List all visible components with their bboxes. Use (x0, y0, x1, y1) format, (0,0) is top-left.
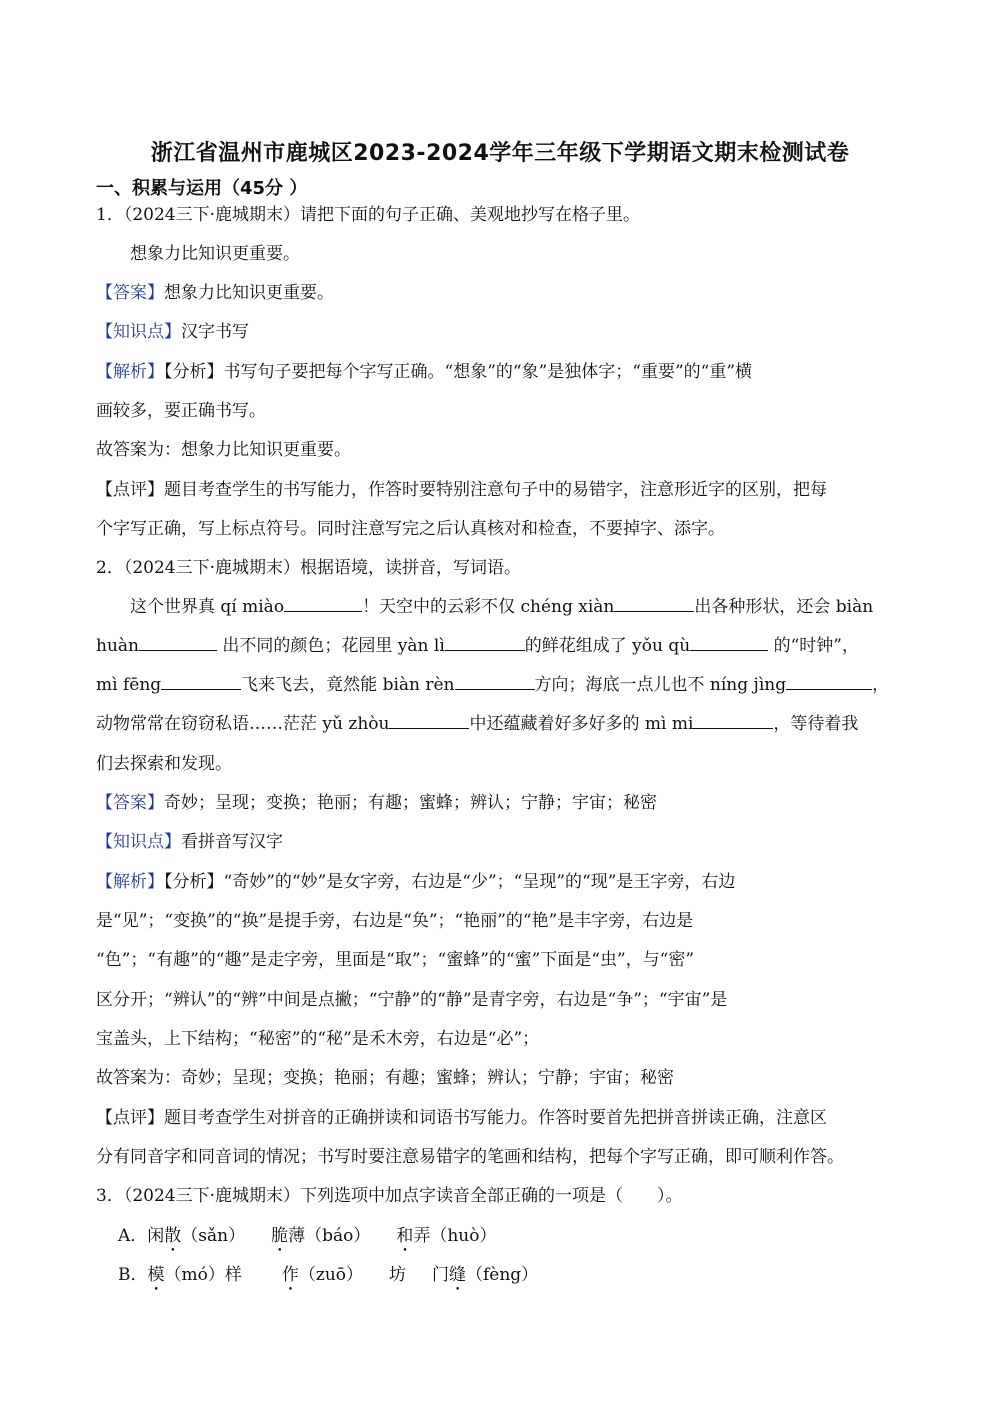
pinyin: （báo） (305, 1226, 371, 1246)
option-text: 门 (432, 1265, 449, 1285)
passage-text: 方向；海底一点儿也不 (534, 675, 710, 695)
q2-answer-line (96, 791, 896, 815)
passage-text: ！天空中的云彩不仅 (362, 597, 521, 617)
q1-prompt: 请把下面的句子正确、美观地抄写在格子里。 (300, 205, 640, 225)
pinyin: níng jìng (709, 675, 787, 695)
q2-analysis-4: 区分开；“辨认”的“辨”中间是点撇；“宁静”的“静”是青字旁，右边是“争”；“宇宙”是 (96, 990, 728, 1010)
q1-source: （2024三下·鹿城期末） (123, 205, 300, 225)
therefore-label: 故答案为： (96, 440, 181, 460)
pinyin: biàn rèn (382, 675, 455, 695)
fenxi-tag: 【分析】 (164, 872, 224, 892)
q1-sentence: 想象力比知识更重要。 (130, 244, 300, 264)
answer-blank[interactable] (690, 634, 768, 651)
answer-blank[interactable] (693, 712, 773, 729)
q2-passage-line-5: 们去探索和发现。 (96, 754, 232, 774)
pinyin: mì mi (644, 714, 694, 734)
q2-number: 2． (96, 558, 124, 578)
q3-number: 3． (96, 1186, 124, 1206)
pinyin: huàn (96, 636, 139, 656)
q2-passage-line-4 (96, 712, 896, 736)
pinyin: yǒu qù (632, 636, 691, 656)
q1-comment-line (96, 478, 896, 502)
pinyin: chéng xiàn (520, 597, 615, 617)
pinyin: qí miào (220, 597, 285, 617)
option-text: 闲 (147, 1226, 165, 1246)
answer-blank[interactable] (614, 595, 694, 612)
therefore-label: 故答案为： (96, 1068, 181, 1088)
passage-text: 飞来飞去，竟然能 (241, 675, 383, 695)
comment-tag: 【点评】 (96, 1108, 164, 1128)
q2-therefore-line (96, 1066, 896, 1090)
q2-comment-2: 分有同音字和同音词的情况；书写时要注意易错字的笔画和结构，把每个字写正确，即可顺利作答。 (96, 1147, 844, 1167)
passage-text: 中还蕴藏着好多好多的 (469, 714, 645, 734)
q1-therefore: 想象力比知识更重要。 (181, 440, 351, 460)
q1-comment-2: 个字写正确，写上标点符号。同时注意写完之后认真核对和检查，不要掉字、添字。 (96, 519, 725, 539)
q2-knowledge: 看拼音写汉字 (181, 832, 283, 852)
q1-answer-line (96, 281, 896, 305)
analysis-tag: 【解析】 (96, 362, 164, 382)
q1-knowledge-line (96, 320, 896, 344)
option-text: 坊 (389, 1265, 406, 1285)
q2-passage-line-2 (96, 634, 896, 658)
q1-answer: 想象力比知识更重要。 (164, 283, 334, 303)
q2-analysis-2: 是“见”；“变换”的“换”是提手旁，右边是“奂”；“艳丽”的“艳”是丰字旁，右边是 (96, 911, 694, 931)
q3-header (96, 1184, 896, 1208)
passage-text: 的“时钟”， (773, 636, 859, 656)
answer-blank[interactable] (786, 673, 872, 690)
q2-analysis-3: “色”；“有趣”的“趣”是走字旁，里面是“取”；“蜜蜂”的“蜜”下面是“虫”，与“密” (96, 950, 695, 970)
passage-text: 这个世界真 (130, 597, 221, 617)
passage-text: 出各种形状，还会 (694, 597, 836, 617)
pinyin: （fèng） (466, 1265, 539, 1285)
knowledge-tag: 【知识点】 (96, 832, 181, 852)
passage-text: ，等待着我 (773, 714, 859, 734)
answer-blank[interactable] (445, 634, 525, 651)
q1-knowledge: 汉字书写 (181, 322, 249, 342)
pinyin: yàn lì (397, 636, 445, 656)
comment-tag: 【点评】 (96, 480, 164, 500)
dotted-char: 模 (147, 1265, 165, 1285)
pinyin: yǔ zhòu (322, 714, 390, 734)
q2-passage-line-1 (130, 595, 930, 619)
passage-text: 出不同的颜色；花园里 (222, 636, 398, 656)
q3-option-a[interactable] (118, 1224, 918, 1256)
q2-analysis-line (96, 870, 896, 894)
q2-prompt: 根据语境，读拼音，写词语。 (300, 558, 521, 578)
page-title: 浙江省温州市鹿城区2023-2024学年三年级下学期语文期末检测试卷 (150, 141, 850, 166)
q3-source: （2024三下·鹿城期末） (123, 1186, 300, 1206)
analysis-tag: 【解析】 (96, 872, 164, 892)
answer-blank[interactable] (161, 673, 241, 690)
q1-analysis-1: 书写句子要把每个字写正确。“想象”的“象”是独体字；“重要”的“重”横 (223, 362, 753, 382)
answer-blank[interactable] (389, 712, 469, 729)
option-text: 弄 (413, 1226, 431, 1246)
q1-analysis-2: 画较多，要正确书写。 (96, 401, 266, 421)
passage-text: ， (872, 675, 890, 695)
pinyin: （zuō） (298, 1265, 363, 1285)
q1-comment-1: 题目考查学生的书写能力，作答时要特别注意句子中的易错字，注意形近字的区别，把每 (164, 480, 827, 500)
dotted-char: 缝 (449, 1265, 466, 1285)
answer-blank[interactable] (455, 673, 535, 690)
dotted-char: 作 (281, 1265, 299, 1285)
q2-comment-1: 题目考查学生对拼音的正确拼读和词语书写能力。作答时要首先把拼音拼读正确，注意区 (164, 1108, 827, 1128)
option-letter: B． (118, 1265, 148, 1285)
dotted-char: 和 (396, 1226, 414, 1246)
q2-knowledge-line (96, 830, 896, 854)
fenxi-tag: 【分析】 (164, 362, 224, 382)
answer-blank[interactable] (284, 595, 362, 612)
knowledge-tag: 【知识点】 (96, 322, 181, 342)
q2-passage-line-3 (96, 673, 896, 697)
q3-option-b[interactable] (118, 1263, 918, 1295)
passage-text: 的鲜花组成了 (524, 636, 633, 656)
answer-tag: 【答案】 (96, 283, 164, 303)
passage-text: 动物常常在窃窃私语……茫茫 (96, 714, 323, 734)
q2-analysis-5: 宝盖头，上下结构；“秘密”的“秘”是禾木旁，右边是“必”； (96, 1029, 540, 1049)
q1-analysis-line (96, 360, 896, 384)
q1-number: 1． (96, 205, 124, 225)
q2-source: （2024三下·鹿城期末） (123, 558, 300, 578)
q3-prompt: 下列选项中加点字读音全部正确的一项是（ ）。 (300, 1186, 683, 1206)
option-text: 薄 (288, 1226, 306, 1246)
q1-therefore-line (96, 438, 896, 462)
pinyin: （sǎn） (181, 1226, 246, 1246)
q2-comment-line (96, 1106, 896, 1130)
answer-tag: 【答案】 (96, 793, 164, 813)
answer-blank[interactable] (139, 634, 217, 651)
q2-therefore: 奇妙；呈现；变换；艳丽；有趣；蜜蜂；辨认；宁静；宇宙；秘密 (181, 1068, 674, 1088)
q2-analysis-1: “奇妙”的“妙”是女字旁，右边是“少”；“呈现”的“现”是王字旁，右边 (223, 872, 736, 892)
pinyin: （huò） (430, 1226, 497, 1246)
pinyin: mì fēng (96, 675, 162, 695)
q1-header (96, 203, 896, 227)
dotted-char: 脆 (271, 1226, 289, 1246)
option-letter: A． (118, 1226, 148, 1246)
pinyin: （mó）样 (164, 1265, 242, 1285)
pinyin: biàn (835, 597, 874, 617)
dotted-char: 散 (164, 1226, 182, 1246)
q2-header (96, 556, 896, 580)
section-heading: 一、积累与运用（45分 ） (96, 178, 308, 199)
q2-answer: 奇妙；呈现；变换；艳丽；有趣；蜜蜂；辨认；宁静；宇宙；秘密 (164, 793, 657, 813)
